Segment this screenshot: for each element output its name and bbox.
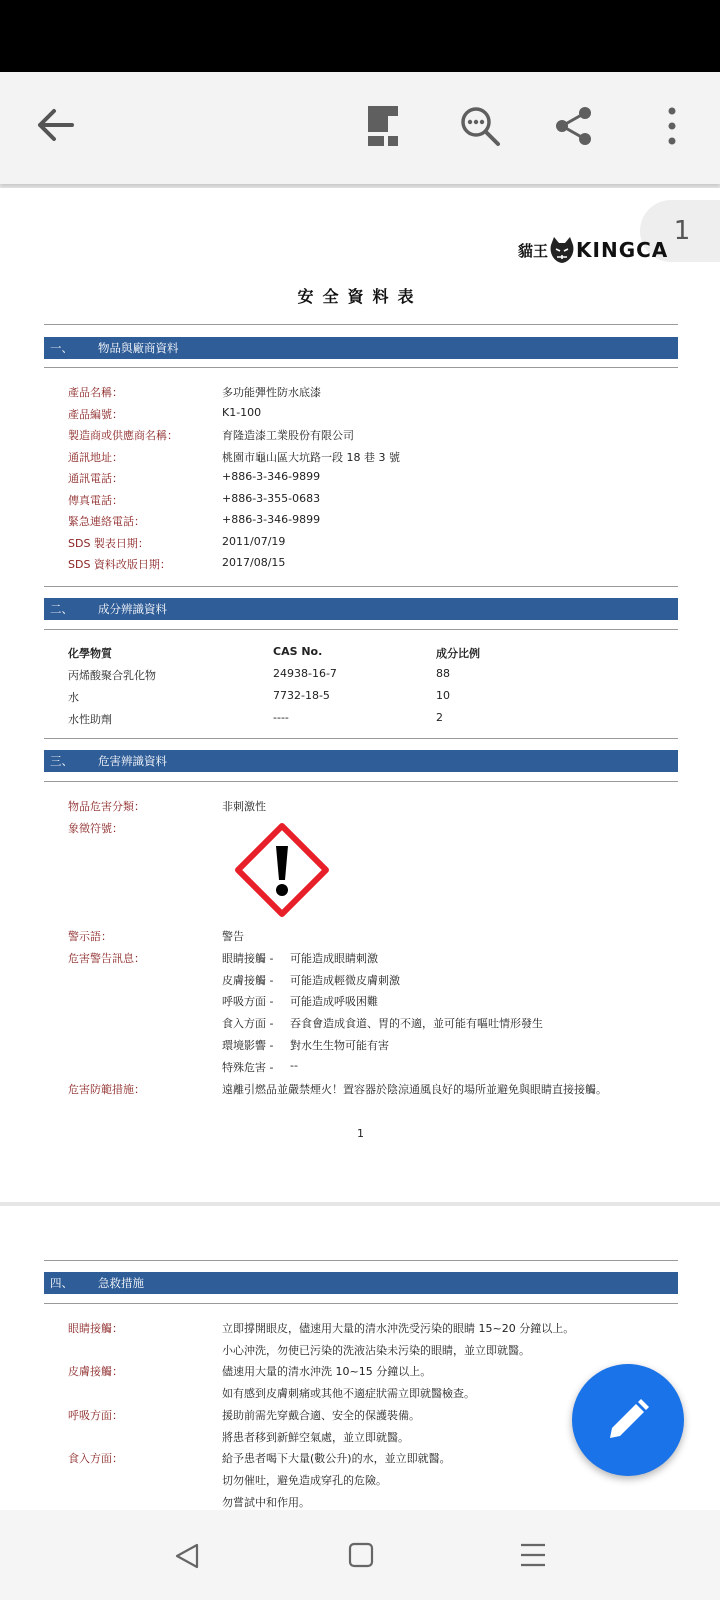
first-aid-line: 援助前需先穿戴合適、安全的保護裝備。 bbox=[222, 1408, 420, 1422]
rule bbox=[44, 738, 678, 739]
statements-label: 危害警告訊息： bbox=[68, 952, 145, 965]
nav-back-icon[interactable] bbox=[174, 1542, 200, 1570]
statement-key: 環境影響 - bbox=[222, 1038, 274, 1052]
section-1-header bbox=[44, 337, 678, 359]
page-footer-number: 1 bbox=[357, 1127, 364, 1140]
info-label: 通訊地址： bbox=[68, 450, 123, 464]
rule bbox=[44, 324, 678, 325]
nav-home-icon[interactable] bbox=[348, 1542, 374, 1568]
first-aid-line: 小心沖洗，勿使已污染的洗液沾染未污染的眼睛，並立即就醫。 bbox=[222, 1343, 530, 1357]
section-3-header bbox=[44, 750, 678, 772]
status-bar bbox=[0, 0, 720, 72]
rule bbox=[44, 367, 678, 368]
cat-head-icon bbox=[548, 235, 576, 265]
first-aid-label: 食入方面： bbox=[68, 1452, 123, 1466]
first-aid-line: 儘速用大量的清水沖洗 10~15 分鐘以上。 bbox=[222, 1365, 432, 1379]
info-value: 桃園市龜山區大坑路一段 18 巷 3 號 bbox=[222, 450, 400, 464]
logo-cn-text: 貓王 bbox=[518, 241, 549, 260]
kingcat-logo bbox=[518, 232, 668, 268]
info-label: 產品編號： bbox=[68, 407, 123, 421]
info-label: 產品名稱： bbox=[68, 386, 123, 399]
statement-value: 對水生生物可能有害 bbox=[290, 1038, 389, 1052]
table-cell-chemical: 丙烯酸聚合乳化物 bbox=[68, 669, 156, 682]
precaution-value: 遠離引燃品並嚴禁煙火！置容器於陰涼通風良好的場所並避免與眼睛直接接觸。 bbox=[222, 1083, 607, 1096]
first-aid-line: 如有感到皮膚刺痛或其他不適症狀需立即就醫檢查。 bbox=[222, 1387, 475, 1401]
first-aid-line: 立即撐開眼皮，儘速用大量的清水沖洗受污染的眼睛 15~20 分鐘以上。 bbox=[222, 1322, 575, 1335]
info-value: 2011/07/19 bbox=[222, 534, 286, 548]
table-cell-cas: ---- bbox=[273, 711, 289, 724]
info-label: SDS 製表日期： bbox=[68, 536, 149, 550]
info-label: 緊急連絡電話： bbox=[68, 515, 145, 528]
statement-key: 呼吸方面 - bbox=[222, 995, 274, 1009]
info-value: 2017/08/15 bbox=[222, 556, 286, 569]
rule bbox=[44, 629, 678, 630]
section-4-header bbox=[44, 1272, 678, 1294]
hazard-class-label: 物品危害分類： bbox=[68, 800, 145, 813]
statement-value: 可能造成眼睛刺激 bbox=[290, 952, 378, 965]
nav-menu-icon[interactable] bbox=[520, 1542, 546, 1568]
info-value: 多功能彈性防水底漆 bbox=[222, 386, 321, 399]
statement-value: -- bbox=[290, 1058, 298, 1072]
table-cell-ratio: 2 bbox=[436, 711, 443, 724]
table-header-chemical: 化學物質 bbox=[68, 647, 112, 660]
hazard-class-value: 非刺激性 bbox=[222, 800, 266, 813]
signal-label: 警示語： bbox=[68, 930, 112, 943]
exclamation-warning-icon bbox=[234, 822, 330, 918]
section-title: 成分辨識資料 bbox=[98, 602, 167, 616]
arrow-left-icon[interactable] bbox=[34, 104, 76, 146]
statement-key: 特殊危害 - bbox=[222, 1060, 274, 1074]
page-indicator: 1 bbox=[640, 200, 720, 262]
page-layout-icon[interactable] bbox=[366, 104, 400, 148]
first-aid-line: 勿嘗試中和作用。 bbox=[222, 1495, 310, 1509]
first-aid-label: 眼睛接觸： bbox=[68, 1322, 123, 1335]
section-number: 四、 bbox=[50, 1276, 73, 1290]
info-value: +886-3-355-0683 bbox=[222, 491, 321, 505]
precaution-label: 危害防範措施： bbox=[68, 1083, 145, 1096]
info-value: +886-3-346-9899 bbox=[222, 513, 321, 526]
statement-key: 食入方面 - bbox=[222, 1017, 274, 1031]
rule bbox=[44, 781, 678, 782]
logo-en-text: KINGCA bbox=[576, 238, 669, 262]
share-icon[interactable] bbox=[554, 106, 594, 146]
statement-key: 皮膚接觸 - bbox=[222, 973, 274, 987]
signal-value: 警告 bbox=[222, 930, 244, 943]
rule bbox=[44, 586, 678, 587]
statement-value: 可能造成輕微皮膚刺激 bbox=[290, 973, 400, 987]
info-value: +886-3-346-9899 bbox=[222, 470, 321, 483]
info-label: SDS 資料改版日期： bbox=[68, 558, 171, 571]
info-value: 育隆造漆工業股份有限公司 bbox=[222, 429, 354, 442]
statement-value: 可能造成呼吸困難 bbox=[290, 995, 378, 1009]
table-cell-cas: 7732-18-5 bbox=[273, 689, 330, 702]
table-cell-ratio: 10 bbox=[436, 689, 450, 702]
section-title: 危害辨識資料 bbox=[98, 754, 167, 768]
toolbar bbox=[0, 72, 720, 184]
search-icon[interactable] bbox=[460, 106, 502, 148]
table-cell-chemical: 水性助劑 bbox=[68, 713, 112, 726]
first-aid-line: 切勿催吐，避免造成穿孔的危險。 bbox=[222, 1473, 387, 1487]
section-number: 一、 bbox=[50, 341, 73, 355]
statement-value: 吞食會造成食道、胃的不適，並可能有嘔吐情形發生 bbox=[290, 1017, 543, 1031]
table-cell-chemical: 水 bbox=[68, 691, 79, 704]
statement-key: 眼睛接觸 - bbox=[222, 952, 274, 965]
rule bbox=[44, 1260, 678, 1261]
section-number: 三、 bbox=[50, 754, 73, 768]
first-aid-line: 將患者移到新鮮空氣處，並立即就醫。 bbox=[222, 1430, 409, 1444]
section-number: 二、 bbox=[50, 602, 73, 616]
edit-button[interactable] bbox=[572, 1364, 684, 1476]
table-header-ratio: 成分比例 bbox=[436, 647, 480, 660]
first-aid-label: 皮膚接觸： bbox=[68, 1365, 123, 1379]
section-title: 急救措施 bbox=[98, 1276, 144, 1290]
info-label: 製造商或供應商名稱： bbox=[68, 429, 178, 442]
table-cell-ratio: 88 bbox=[436, 667, 450, 680]
navigation-bar bbox=[0, 1510, 720, 1600]
section-2-header bbox=[44, 598, 678, 620]
table-cell-cas: 24938-16-7 bbox=[273, 667, 337, 680]
table-header-cas: CAS No. bbox=[273, 645, 323, 658]
info-label: 傳真電話： bbox=[68, 493, 123, 507]
rule bbox=[44, 1303, 678, 1304]
first-aid-line: 給予患者喝下大量(數公升)的水，並立即就醫。 bbox=[222, 1452, 451, 1466]
first-aid-label: 呼吸方面： bbox=[68, 1408, 123, 1422]
edit-pencil-icon bbox=[604, 1396, 652, 1444]
info-value: K1-100 bbox=[222, 405, 262, 419]
info-label: 通訊電話： bbox=[68, 472, 123, 485]
symbol-label: 象徵符號： bbox=[68, 822, 123, 835]
more-vertical-icon[interactable] bbox=[664, 106, 680, 146]
section-title: 物品與廠商資料 bbox=[98, 341, 179, 355]
doc-title: 安全資料表 bbox=[297, 287, 423, 306]
